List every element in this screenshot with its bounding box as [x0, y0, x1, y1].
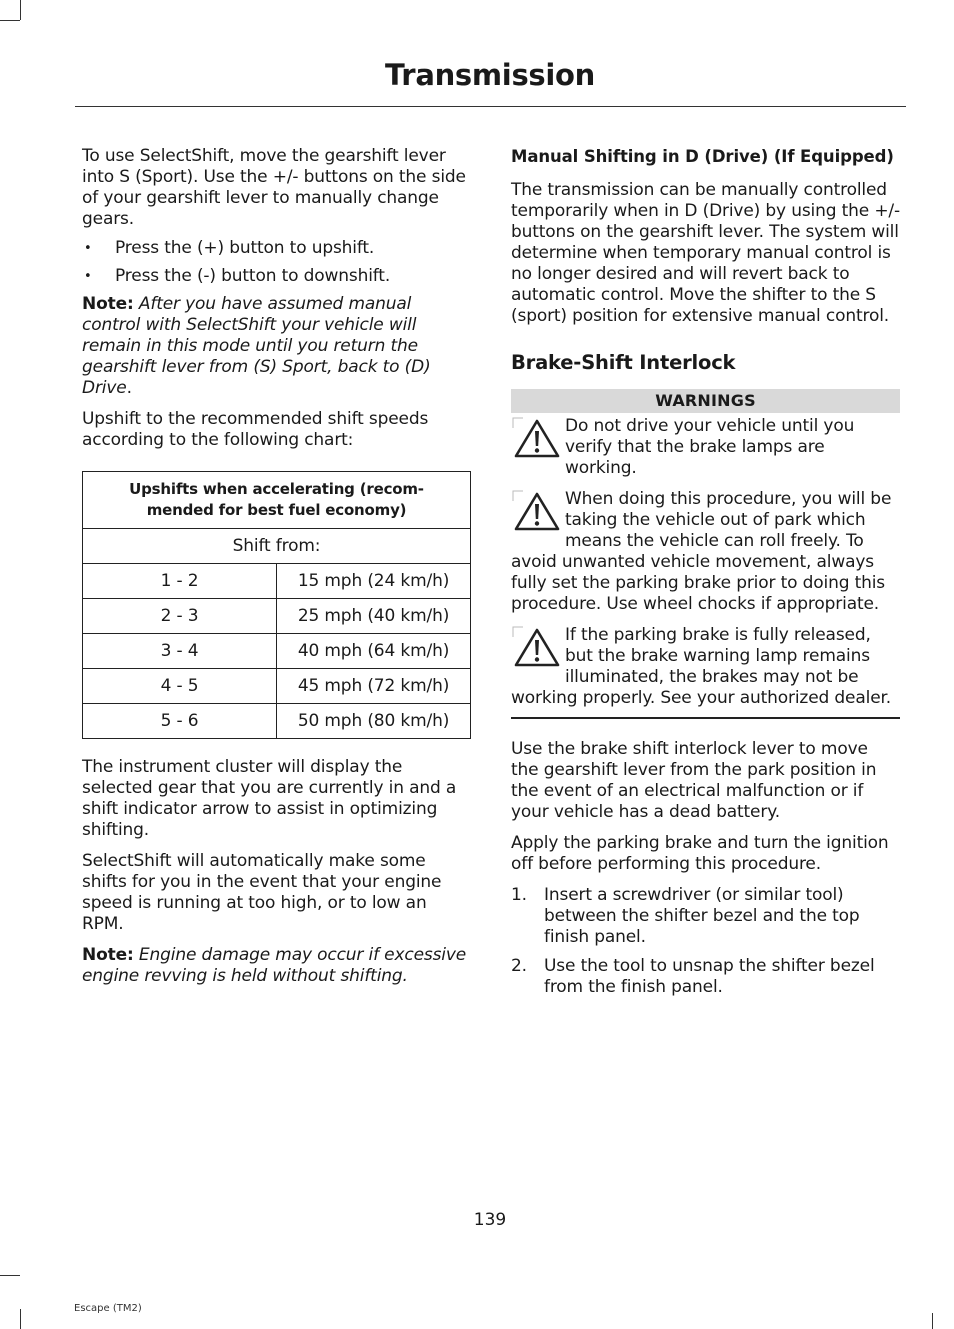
title-divider — [75, 106, 906, 107]
instrument-cluster-text: The instrument cluster will display the selected gear that you are currently in and a shift indicator arrow to assist in optimizing shifting. — [82, 757, 457, 840]
shift-bullets — [82, 238, 472, 287]
selectshift-intro: To use SelectShift, move the gearshift lever into S (Sport). Use the +/- buttons on the side of your gearshift lever to manually change gears. — [82, 146, 466, 229]
warnings-end-rule — [511, 717, 900, 719]
note-engine-damage: Note: Engine damage may occur if excessive engine revving is held without shifting. — [82, 945, 467, 986]
table-row: 1 - 2 15 mph (24 km/h) — [83, 564, 471, 599]
bullet-icon: • — [84, 269, 92, 284]
table-row: 3 - 4 40 mph (64 km/h) — [83, 634, 471, 669]
warnings-banner: WARNINGS — [511, 389, 900, 413]
warning-item: When doing this procedure, you will be taking the vehicle out of park which means the vehicle can roll freely. To avoid unwanted vehicle movement, always fully set the parking brake prior to doing this procedure. Use wheel chocks if appropriate. — [511, 489, 892, 614]
auto-shift-text: SelectShift will automatically make some shifts for you in the event that your engine speed is running at too high, or to low an RPM. — [82, 851, 442, 934]
brake-shift-interlock-heading: Brake-Shift Interlock — [511, 351, 736, 374]
page-number: 139 — [473, 1210, 507, 1230]
warning-triangle-icon — [511, 625, 563, 671]
footer-model: Escape (TM2) — [74, 1303, 142, 1314]
warning-item: If the parking brake is fully released, but the brake warning lamp remains illuminated, the brakes may not be working properly. See your authorized dealer. — [511, 625, 892, 708]
list-item: • Press the (-) button to downshift. — [84, 266, 391, 286]
manual-shifting-text: The transmission can be manually controlled temporarily when in D (Drive) by using the +/- buttons on the gearshift lever. The system will determine when temporary manual control is no longer desired and will revert back to automatic control. Move the shifter to the S (sport) position for extensive manual control. — [511, 180, 900, 326]
table-row: 5 - 6 50 mph (80 km/h) — [83, 704, 471, 739]
warning-triangle-icon — [511, 489, 563, 535]
crop-mark — [20, 1309, 21, 1329]
warning-triangle-icon — [511, 416, 563, 462]
crop-mark — [0, 1275, 20, 1276]
right-column — [511, 146, 900, 1006]
bullet-icon: • — [84, 241, 92, 256]
crop-mark — [20, 0, 21, 20]
table-row: 2 - 3 25 mph (40 km/h) — [83, 599, 471, 634]
table-subheader: Shift from: — [83, 529, 471, 564]
interlock-lever-text: Use the brake shift interlock lever to move the gearshift lever from the park position in the event of an electrical malfunction or if your vehicle has a dead battery. — [511, 739, 877, 822]
procedure-steps — [511, 885, 900, 998]
list-item: 2. Use the tool to unsnap the shifter bezel from the finish panel. — [511, 956, 875, 997]
list-item: • Press the (+) button to upshift. — [84, 238, 375, 258]
crop-mark — [0, 20, 20, 21]
manual-shifting-heading: Manual Shifting in D (Drive) (If Equipped) — [511, 147, 894, 166]
list-item: 1. Insert a screwdriver (or similar tool) between the shifter bezel and the top finish panel. — [511, 885, 860, 947]
table-row: 4 - 5 45 mph (72 km/h) — [83, 669, 471, 704]
left-column — [82, 146, 472, 987]
warning-item: Do not drive your vehicle until you verify that the brake lamps are working. — [511, 416, 900, 479]
chart-intro: Upshift to the recommended shift speeds according to the following chart: — [82, 409, 429, 450]
crop-mark — [932, 1313, 933, 1329]
note-manual-control: Note: After you have assumed manual control with SelectShift your vehicle will remain in this mode until you return the gearshift lever from (S) Sport, back to (D) Drive. — [82, 294, 431, 398]
page-title: Transmission — [385, 58, 595, 92]
apply-brake-text: Apply the parking brake and turn the ignition off before performing this procedure. — [511, 833, 889, 874]
shift-speed-table — [82, 471, 471, 739]
table-header: Upshifts when accelerating (recom-mended for best fuel economy) — [83, 472, 471, 529]
